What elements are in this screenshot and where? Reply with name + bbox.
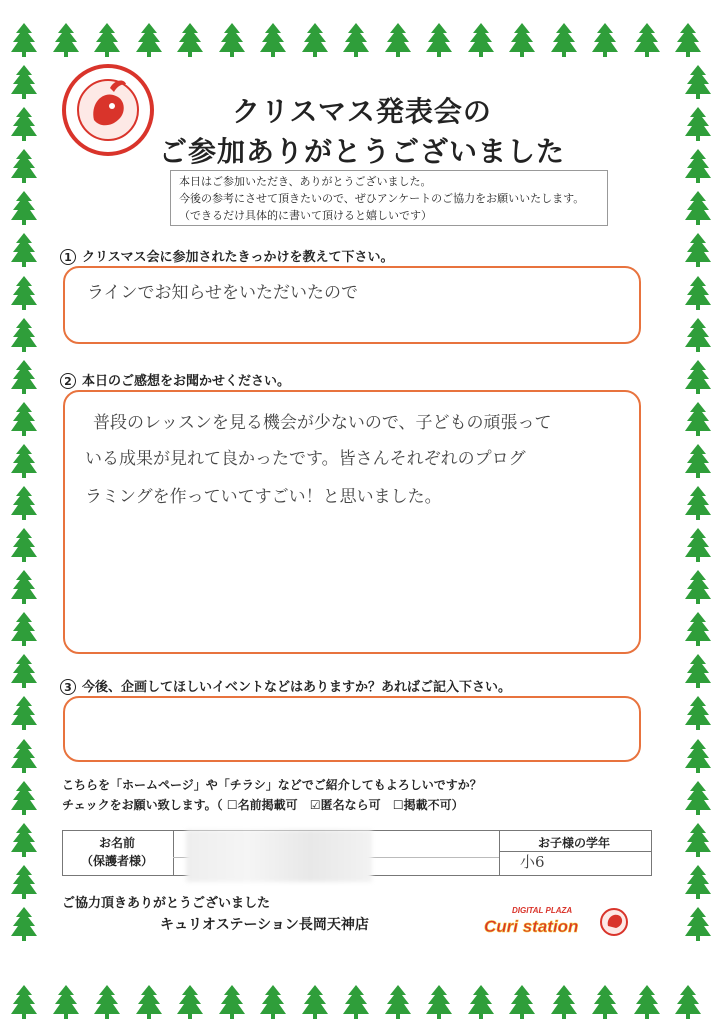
tree-icon [10,822,38,858]
tree-icon [52,22,80,58]
tree-icon [52,984,80,1020]
answer-box-3[interactable] [63,696,641,762]
tree-icon [218,984,246,1020]
question-number: 2 [60,373,76,389]
tree-icon [10,359,38,395]
question-2 [60,370,290,389]
intro-line: （できるだけ具体的に書いて頂けると嬉しいです） [179,209,432,222]
tree-icon [301,22,329,58]
footer-thanks: ご協力頂きありがとうございました [62,896,271,911]
question-number: 1 [60,249,76,265]
brand-top: DIGITAL PLAZA [512,906,573,915]
tree-icon [301,984,329,1020]
tree-icon [684,232,712,268]
tree-icon [684,738,712,774]
tree-icon [467,22,495,58]
tree-icon [684,527,712,563]
checkbox-name-ok[interactable]: ☐ [226,798,238,812]
tree-icon [10,695,38,731]
tree-icon [10,232,38,268]
tree-icon [684,695,712,731]
page-title-line1: クリスマス発表会の [232,95,492,128]
tree-icon [10,738,38,774]
tree-icon [10,569,38,605]
tree-icon [591,984,619,1020]
consent-lead: チェックをお願い致します。（ [62,798,223,812]
checkbox-anonymous-ok[interactable]: ☑ [309,798,321,812]
tree-icon [467,984,495,1020]
option-label: 匿名なら可 [320,798,381,812]
tree-icon [10,401,38,437]
tree-icon [684,485,712,521]
tree-icon [10,527,38,563]
tree-icon [176,22,204,58]
tree-icon [633,984,661,1020]
option-label: 掲載不可） [403,798,464,812]
tree-icon [10,485,38,521]
tree-icon [684,317,712,353]
tree-icon [10,780,38,816]
tree-icon [684,864,712,900]
tree-icon [135,22,163,58]
grade-value: 小6 [520,853,545,871]
tree-icon [550,984,578,1020]
page-title-line2: ご参加ありがとうございました [158,135,565,168]
tree-icon [342,984,370,1020]
tree-icon [684,653,712,689]
tree-icon [10,275,38,311]
tree-icon [10,22,38,58]
tree-icon [508,984,536,1020]
answer-line: いる成果が見れて良かったです。皆さんそれぞれのプログ [85,449,526,469]
tree-icon [684,906,712,942]
answer-line: ラミングを作っていてすごい！と思いました。 [85,487,442,507]
tree-icon [674,22,702,58]
tree-icon [684,780,712,816]
tree-icon [93,984,121,1020]
tree-icon [10,443,38,479]
redacted-name [186,830,372,882]
guardian-label: （保護者様） [80,854,153,868]
tree-icon [176,984,204,1020]
brand-name: Curi station [484,917,579,936]
tree-icon [10,190,38,226]
tree-icon [384,22,412,58]
question-1 [60,246,393,265]
tree-icon [10,984,38,1020]
tree-icon [425,22,453,58]
intro-line: 今後の参考にさせて頂きたいので、ぜひアンケートのご協力をお願いいたします。 [179,192,585,205]
tree-icon [684,275,712,311]
checkbox-no-publish[interactable]: ☐ [392,798,404,812]
tree-icon [342,22,370,58]
tree-icon [684,443,712,479]
tree-icon [684,822,712,858]
tree-icon [384,984,412,1020]
question-text: 本日のご感想をお聞かせください。 [82,374,291,389]
tree-icon [550,22,578,58]
tree-icon [10,906,38,942]
question-text: 今後、企画してほしいイベントなどはありますか？あればご記入下さい。 [82,680,512,695]
tree-icon [218,22,246,58]
tree-icon [259,22,287,58]
tree-icon [684,569,712,605]
tree-icon [10,611,38,647]
tree-icon [508,22,536,58]
intro-line: 本日はご参加いただき、ありがとうございました。 [179,175,432,188]
tree-icon [10,653,38,689]
footer-store: キュリオステーション長岡天神店 [160,917,369,933]
question-3 [60,676,511,695]
option-label: 名前掲載可 [237,798,298,812]
brand-logo [482,902,632,938]
tree-icon [10,864,38,900]
consent-options [62,796,464,813]
tree-icon [674,984,702,1020]
tree-icon [633,22,661,58]
tree-icon [684,359,712,395]
name-label: お名前 [98,836,135,850]
question-number: 3 [60,679,76,695]
tree-icon [425,984,453,1020]
tree-icon [684,401,712,437]
grade-label: お子様の学年 [537,836,610,850]
tree-icon [93,22,121,58]
tree-icon [591,22,619,58]
tree-icon [259,984,287,1020]
tree-icon [135,984,163,1020]
tree-icon [684,611,712,647]
consent-question: こちらを「ホームページ」や「チラシ」などでご紹介してもよろしいですか？ [62,778,482,792]
answer-box-2[interactable] [63,390,641,654]
tree-icon [684,190,712,226]
answer-line: ラインでお知らせをいただいたので [87,283,358,303]
answer-box-1[interactable] [63,266,641,344]
intro-box [170,170,608,226]
question-text: クリスマス会に参加されたきっかけを教えて下さい。 [82,250,394,265]
tree-icon [10,317,38,353]
answer-line: 普段のレッスンを見る機会が少ないので、子どもの頑張って [93,413,552,433]
